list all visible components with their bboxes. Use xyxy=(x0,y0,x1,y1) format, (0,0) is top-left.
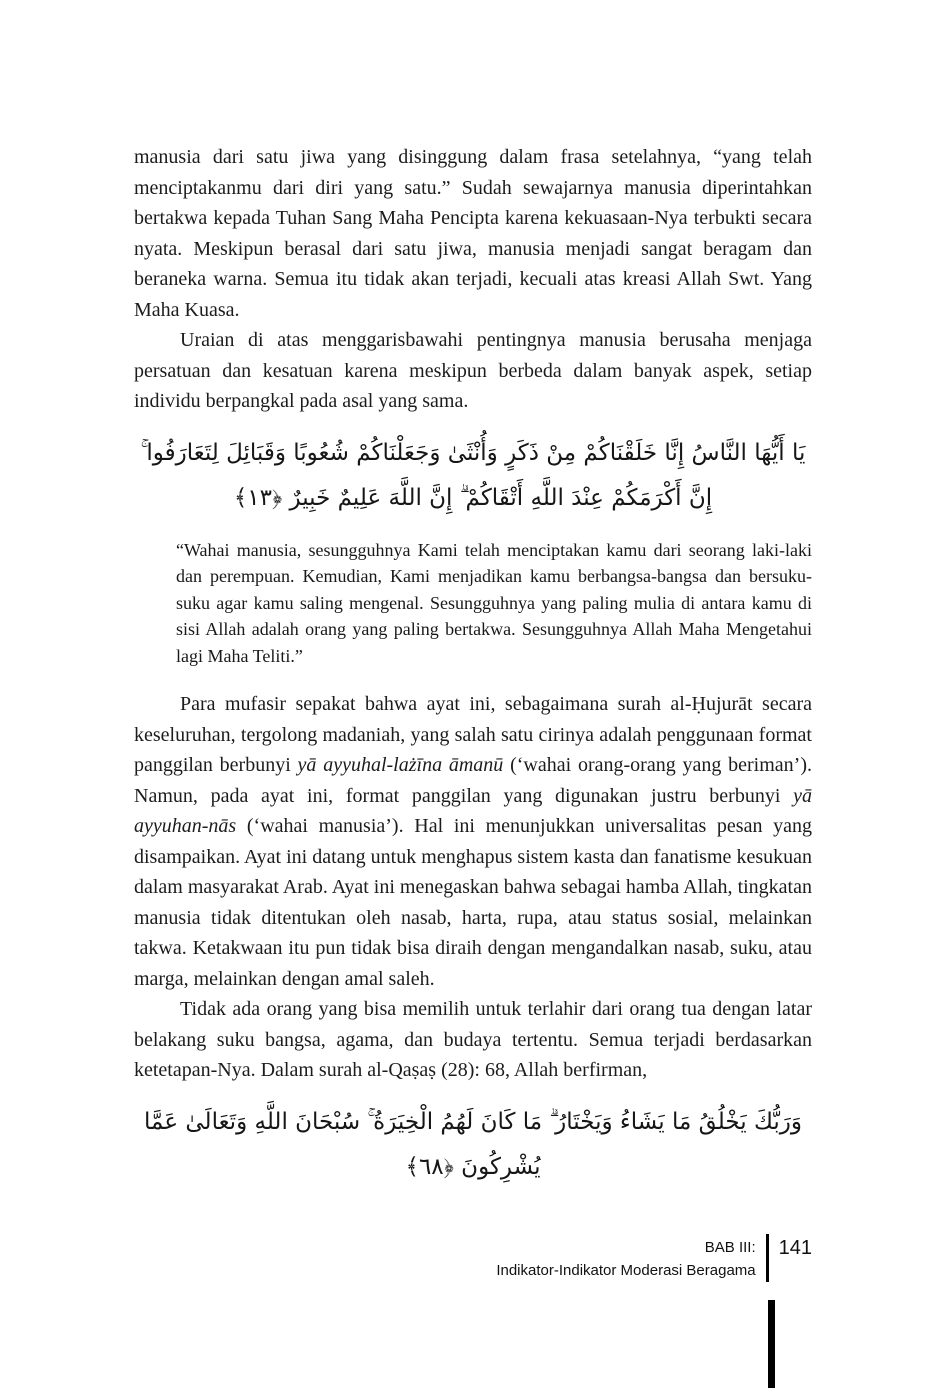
text-segment: (‘wahai orang-orang yang beriman’). Namun, pada ayat ini, format panggilan yang digunakan justru berbunyi xyxy=(134,754,812,807)
text-segment: Para mufasir sepakat bahwa ayat ini, sebagaimana surah al-Ḥujurāt secara keseluruhan, tergolong madaniah, yang salah satu cirinya adalah penggunaan format panggilan berbunyi xyxy=(134,693,812,776)
arabic-verse: وَرَبُّكَ يَخْلُقُ مَا يَشَاءُ وَيَخْتَارُ ۗ مَا كَانَ لَهُمُ الْخِيَرَةُ ۚ سُبْحَانَ اللَّهِ وَتَعَالَىٰ عَمَّا يُشْرِكُونَ ﴿٦٨﴾ xyxy=(144,1108,802,1180)
footer-chapter-label: BAB III: xyxy=(704,1239,756,1256)
content-blocks xyxy=(134,142,812,1206)
arabic-verse: يَا أَيُّهَا النَّاسُ إِنَّا خَلَقْنَاكُمْ مِنْ ذَكَرٍ وَأُنْثَىٰ وَجَعَلْنَاكُمْ شُعُوبًا وَقَبَائِلَ لِتَعَارَفُوا ۚ إِنَّ أَكْرَمَكُمْ عِنْدَ اللَّهِ أَتْقَاكُمْ ۗ إِنَّ اللَّهَ عَلِيمٌ خَبِيرٌ ﴿١٣﴾ xyxy=(140,439,806,511)
paragraph xyxy=(134,994,812,1086)
verse-translation: “Wahai manusia, sesungguhnya Kami telah menciptakan kamu dari seorang laki-laki dan perempuan. Kemudian, Kami menjadikan kamu berbangsa-bangsa dan bersuku-suku agar kamu saling mengenal. Sesungguhnya yang paling mulia di antara kamu di sisi Allah adalah orang yang paling bertakwa. Sesungguhnya Allah Maha Mengetahui lagi Maha Teliti.” xyxy=(176,539,812,666)
paragraph xyxy=(134,325,812,417)
footer-chapter xyxy=(496,1234,765,1282)
page-number: 141 xyxy=(778,1237,812,1259)
italic-term: yā ayyuhan-nās xyxy=(134,784,812,837)
text-segment: Tidak ada orang yang bisa memilih untuk terlahir dari orang tua dengan latar belakang suku bangsa, agama, dan budaya tertentu. Semua terjadi berdasarkan ketetapan-Nya. Dalam surah al-Qaṣaṣ (28): 68, Allah berfirman, xyxy=(134,998,812,1081)
footer-chapter-title: Indikator-Indikator Moderasi Beragama xyxy=(496,1262,756,1279)
text-segment: manusia dari satu jiwa yang disinggung dalam frasa setelahnya, “yang telah menciptakanmu dari diri yang satu.” Sudah sewajarnya manusia diperintahkan bertakwa kepada Tuhan Sang Maha Pencipta karena kekuasaan-Nya terbukti secara nyata. Meskipun berasal dari satu jiwa, manusia menjadi sangat beragam dan beraneka warna. Semua itu tidak akan terjadi, kecuali atas kreasi Allah Swt. Yang Maha Kuasa. xyxy=(134,146,812,321)
bottom-edge-bar xyxy=(768,1300,775,1388)
text-segment: Uraian di atas menggarisbawahi pentingnya manusia berusaha menjaga persatuan dan kesatuan karena meskipun berbeda dalam banyak aspek, setiap individu berpangkal pada asal yang sama. xyxy=(134,329,812,412)
text-segment: (‘wahai manusia’). Hal ini menunjukkan universalitas pesan yang disampaikan. Ayat ini datang untuk menghapus sistem kasta dan fanatisme kesukuan dalam masyarakat Arab. Ayat ini menegaskan bahwa sebagai hamba Allah, tingkatan manusia tidak ditentukan oleh nasab, harta, rupa, atau status sosial, melainkan takwa. Ketakwaan itu pun tidak bisa diraih dengan mengandalkan nasab, suku, atau marga, melainkan dengan amal saleh. xyxy=(134,815,812,990)
italic-term: yā ayyuhal-lażīna āmanū xyxy=(297,754,504,776)
footer xyxy=(496,1234,812,1282)
paragraph xyxy=(134,142,812,325)
paragraph xyxy=(134,689,812,994)
